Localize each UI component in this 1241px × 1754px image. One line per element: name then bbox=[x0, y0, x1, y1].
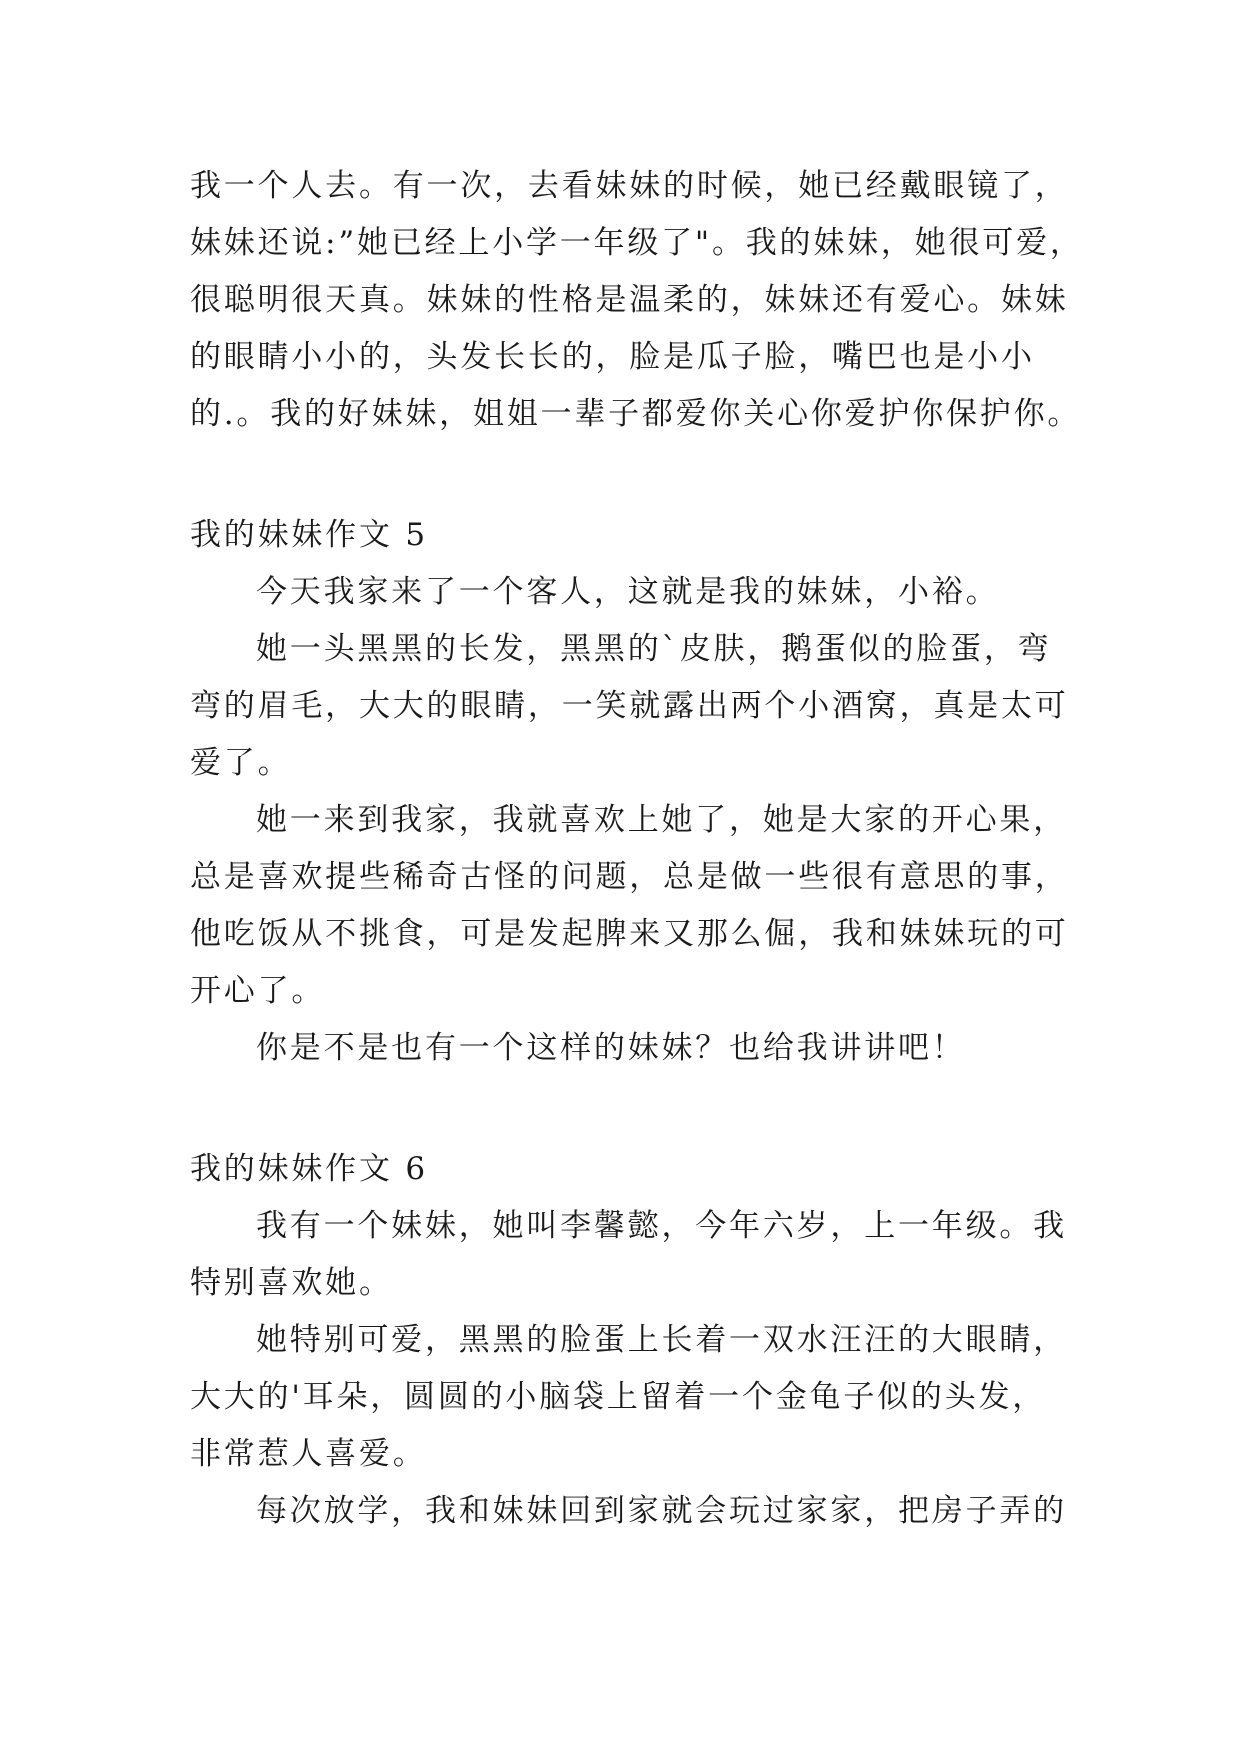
body-line: 很聪明很天真。妹妹的性格是温柔的，妹妹还有爱心。妹妹 bbox=[190, 282, 1069, 318]
body-line: 她一来到我家，我就喜欢上她了，她是大家的开心果， bbox=[256, 802, 1067, 838]
body-line: 弯的眉毛，大大的眼睛，一笑就露出两个小酒窝，真是太可 bbox=[190, 688, 1069, 724]
body-line: 总是喜欢提些稀奇古怪的问题，总是做一些很有意思的事， bbox=[190, 859, 1069, 895]
section-heading: 我的妹妹作文 6 bbox=[190, 1151, 428, 1187]
body-line: 他吃饭从不挑食，可是发起脾来又那么倔，我和妹妹玩的可 bbox=[190, 916, 1069, 952]
body-line: 她特别可爱，黑黑的脸蛋上长着一双水汪汪的大眼睛， bbox=[256, 1322, 1067, 1358]
body-line: 爱了。 bbox=[190, 745, 292, 781]
body-line: 的.。我的好妹妹，姐姐一辈子都爱你关心你爱护你保护你。 bbox=[190, 396, 1082, 432]
body-line: 你是不是也有一个这样的妹妹？也给我讲讲吧！ bbox=[256, 1030, 966, 1066]
body-line: 今天我家来了一个客人，这就是我的妹妹，小裕。 bbox=[256, 574, 1000, 610]
section-heading: 我的妹妹作文 5 bbox=[190, 517, 428, 553]
body-line: 非常惹人喜爱。 bbox=[190, 1436, 427, 1472]
body-line: 特别喜欢她。 bbox=[190, 1265, 393, 1301]
body-line: 的眼睛小小的，头发长长的，脸是瓜子脸，嘴巴也是小小 bbox=[190, 339, 1035, 375]
body-line: 我一个人去。有一次，去看妹妹的时候，她已经戴眼镜了， bbox=[190, 168, 1069, 204]
body-line: 每次放学，我和妹妹回到家就会玩过家家，把房子弄的 bbox=[256, 1493, 1067, 1529]
body-line: 她一头黑黑的长发，黑黑的`皮肤，鹅蛋似的脸蛋，弯 bbox=[256, 631, 1052, 667]
body-line: 我有一个妹妹，她叫李馨懿，今年六岁，上一年级。我 bbox=[256, 1208, 1067, 1244]
body-line: 妹妹还说:”她已经上小学一年级了"。我的妹妹，她很可爱， bbox=[190, 225, 1084, 261]
body-line: 开心了。 bbox=[190, 973, 326, 1009]
body-line: 大大的'耳朵，圆圆的小脑袋上留着一个金龟子似的头发， bbox=[190, 1379, 1047, 1415]
